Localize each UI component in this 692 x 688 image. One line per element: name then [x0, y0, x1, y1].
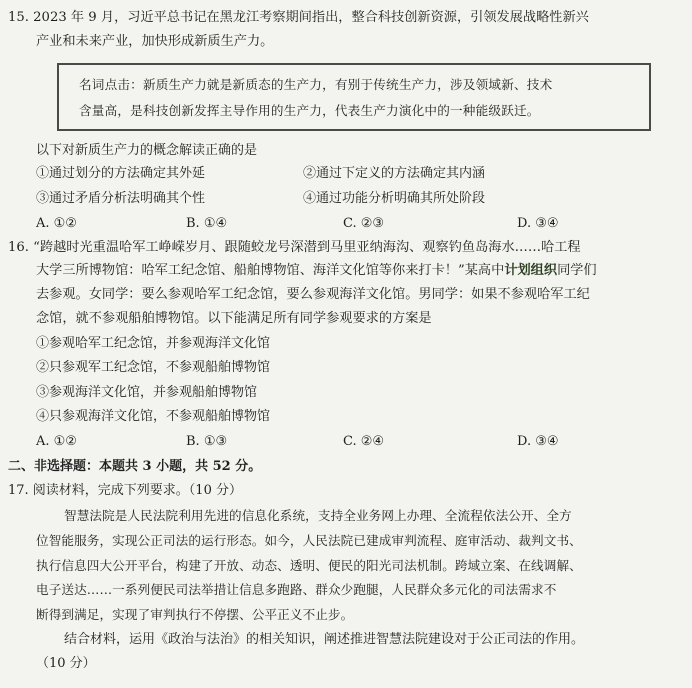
q17-material-line3: 执行信息四大公开平台，构建了开放、动态、透明、便民的阳光司法机制。跨域立案、在线调解、: [36, 558, 582, 573]
q15-option-a[interactable]: A. ①②: [36, 216, 77, 231]
section-heading: 二、非选择题：本题共 3 小题，共 52 分。: [8, 459, 262, 474]
q16-stem-line2-tail: 同学们: [557, 263, 597, 278]
q16-item-2: ②只参观军工纪念馆，不参观船舶博物馆: [36, 360, 271, 375]
q16-option-b[interactable]: B. ①③: [186, 434, 228, 449]
q17-question-line1: 结合材料，运用《政治与法治》的相关知识，阐述推进智慧法院建设对于公正司法的作用。: [64, 632, 585, 647]
q16-stem-line1: 16. “跨越时光重温哈军工峥嵘岁月、跟随蛟龙号深潜到马里亚纳海沟、观察钓鱼岛海水……哈工程: [8, 240, 581, 255]
q16-item-4: ④只参观海洋文化馆，不参观船舶博物馆: [36, 409, 271, 424]
q15-item-4: ④通过功能分析明确其所处阶段: [303, 191, 486, 206]
q16-item-3: ③参观海洋文化馆，并参观船舶博物馆: [36, 385, 258, 400]
q17-material-line2: 位智能服务，实现公正司法的运行形态。如今，人民法院已建成审判流程、庭审活动、裁判文书、: [36, 533, 582, 548]
q15-question: 以下对新质生产力的概念解读正确的是: [36, 143, 258, 158]
q16-stem-line2: [36, 261, 597, 281]
q17-material-line4: 电子送达……一系列便民司法举措让信息多跑路、群众少跑腿，人民群众多元化的司法需求不: [36, 582, 557, 597]
q16-stem-line4: 念馆，就不参观船舶博物馆。以下能满足所有同学参观要求的方案是: [36, 311, 432, 326]
definition-line1: 名词点击：新质生产力就是新质态的生产力，有别于传统生产力，涉及领域新、技术: [79, 77, 553, 92]
definition-line2: 含量高，是科技创新发挥主导作用的生产力，代表生产力演化中的一种能级跃迁。: [79, 103, 540, 118]
q15-option-b[interactable]: B. ①④: [186, 216, 228, 231]
q16-stem-line3: 去参观。女同学：要么参观哈军工纪念馆，要么参观海洋文化馆。男同学：如果不参观哈军工纪: [36, 287, 590, 302]
q17-title: 17. 阅读材料，完成下列要求。（10 分）: [8, 483, 242, 498]
q16-option-a[interactable]: A. ①②: [36, 434, 77, 449]
q15-option-c[interactable]: C. ②③: [343, 216, 385, 231]
q15-stem-line1: 15. 2023 年 9 月，习近平总书记在黑龙江考察期间指出，整合科技创新资源，引领发展战略性新兴: [8, 10, 589, 25]
q15-stem-line2: 产业和未来产业，加快形成新质生产力。: [36, 34, 274, 49]
q17-question-line2: （10 分）: [36, 656, 96, 671]
handwritten-note: 计划组织: [504, 263, 558, 278]
q17-material-line1: 智慧法院是人民法院利用先进的信息化系统，支持全业务网上办理、全流程依法公开、全方: [64, 508, 572, 523]
q16-option-d[interactable]: D. ③④: [517, 434, 559, 449]
q16-item-1: ①参观哈军工纪念馆，并参观海洋文化馆: [36, 336, 271, 351]
q15-item-3: ③通过矛盾分析法明确其个性: [36, 191, 206, 206]
q15-option-d[interactable]: D. ③④: [517, 216, 559, 231]
q16-option-c[interactable]: C. ②④: [343, 434, 385, 449]
q15-item-1: ①通过划分的方法确定其外延: [36, 166, 206, 181]
q15-item-2: ②通过下定义的方法确定其内涵: [303, 166, 486, 181]
q16-stem-line2-text: 大学三所博物馆：哈军工纪念馆、船舶博物馆、海洋文化馆等你来打卡！”某高中: [36, 263, 505, 278]
q17-material-line5: 断得到满足，实现了审判执行不停摆、公平正义不止步。: [36, 607, 354, 622]
